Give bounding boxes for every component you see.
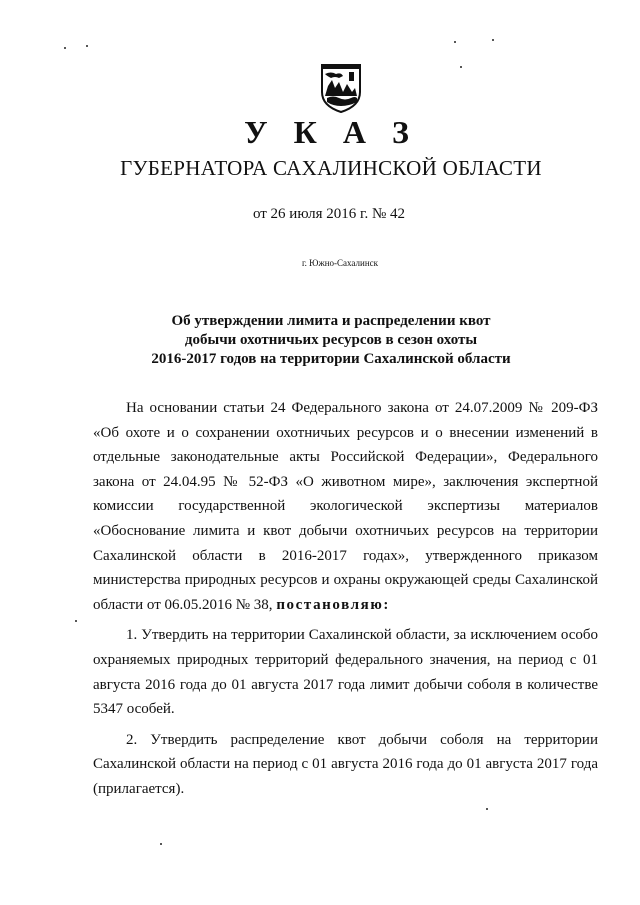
scan-speck bbox=[64, 47, 66, 49]
decree-title: У К А З bbox=[244, 114, 418, 150]
heading-line: добычи охотничьих ресурсов в сезон охоты bbox=[184, 332, 478, 348]
scan-speck bbox=[460, 66, 462, 68]
decree-date-number: от 26 июля 2016 г. № 42 bbox=[252, 206, 406, 222]
coat-of-arms-icon bbox=[319, 62, 363, 114]
decree-item-2: 2. Утвердить распределение квот добычи соболя на территории Сахалинской области на период с 01 августа 2016 года до 01 августа 2017 года (прилагается). bbox=[93, 731, 598, 797]
resolve-word: постановляю: bbox=[276, 596, 391, 613]
heading-line: 2016-2017 годов на территории Сахалинской области bbox=[151, 351, 511, 367]
decree-issuer: ГУБЕРНАТОРА САХАЛИНСКОЙ ОБЛАСТИ bbox=[120, 156, 542, 180]
scan-speck bbox=[75, 620, 77, 622]
scan-speck bbox=[486, 808, 488, 810]
heading-line: Об утверждении лимита и распределении квот bbox=[171, 313, 491, 329]
preamble-text: На основании статьи 24 Федерального закона от 24.07.2009 № 209-ФЗ «Об охоте и о сохранении охотничьих ресурсов и о внесении изменений в отдельные законодательные акты Российской Федерации», Федерального закона от 24.04.95 № 52-ФЗ «О животном мире», заключения экспертной комиссии государственной экологической экспертизы материалов «Обоснование лимита и квот добычи охотничьих ресурсов на территории Сахалинской области в 2016-2017 годах», утвержденного приказом министерства природных ресурсов и охраны окружающей среды Сахалинской области от 06.05.2016 № 38, bbox=[93, 400, 598, 613]
scan-speck bbox=[86, 45, 88, 47]
decree-body bbox=[93, 396, 598, 802]
scan-speck bbox=[492, 39, 494, 41]
decree-city: г. Южно-Сахалинск bbox=[301, 258, 378, 268]
decree-subject-heading bbox=[0, 312, 640, 369]
decree-item-1: 1. Утвердить на территории Сахалинской области, за исключением особо охраняемых природных территорий федерального значения, на период с 01 августа 2016 года до 01 августа 2017 года лимит добычи соболя в количестве 5347 особей. bbox=[93, 627, 598, 718]
preamble-paragraph bbox=[93, 396, 598, 617]
scan-speck bbox=[160, 843, 162, 845]
scan-speck bbox=[454, 41, 456, 43]
